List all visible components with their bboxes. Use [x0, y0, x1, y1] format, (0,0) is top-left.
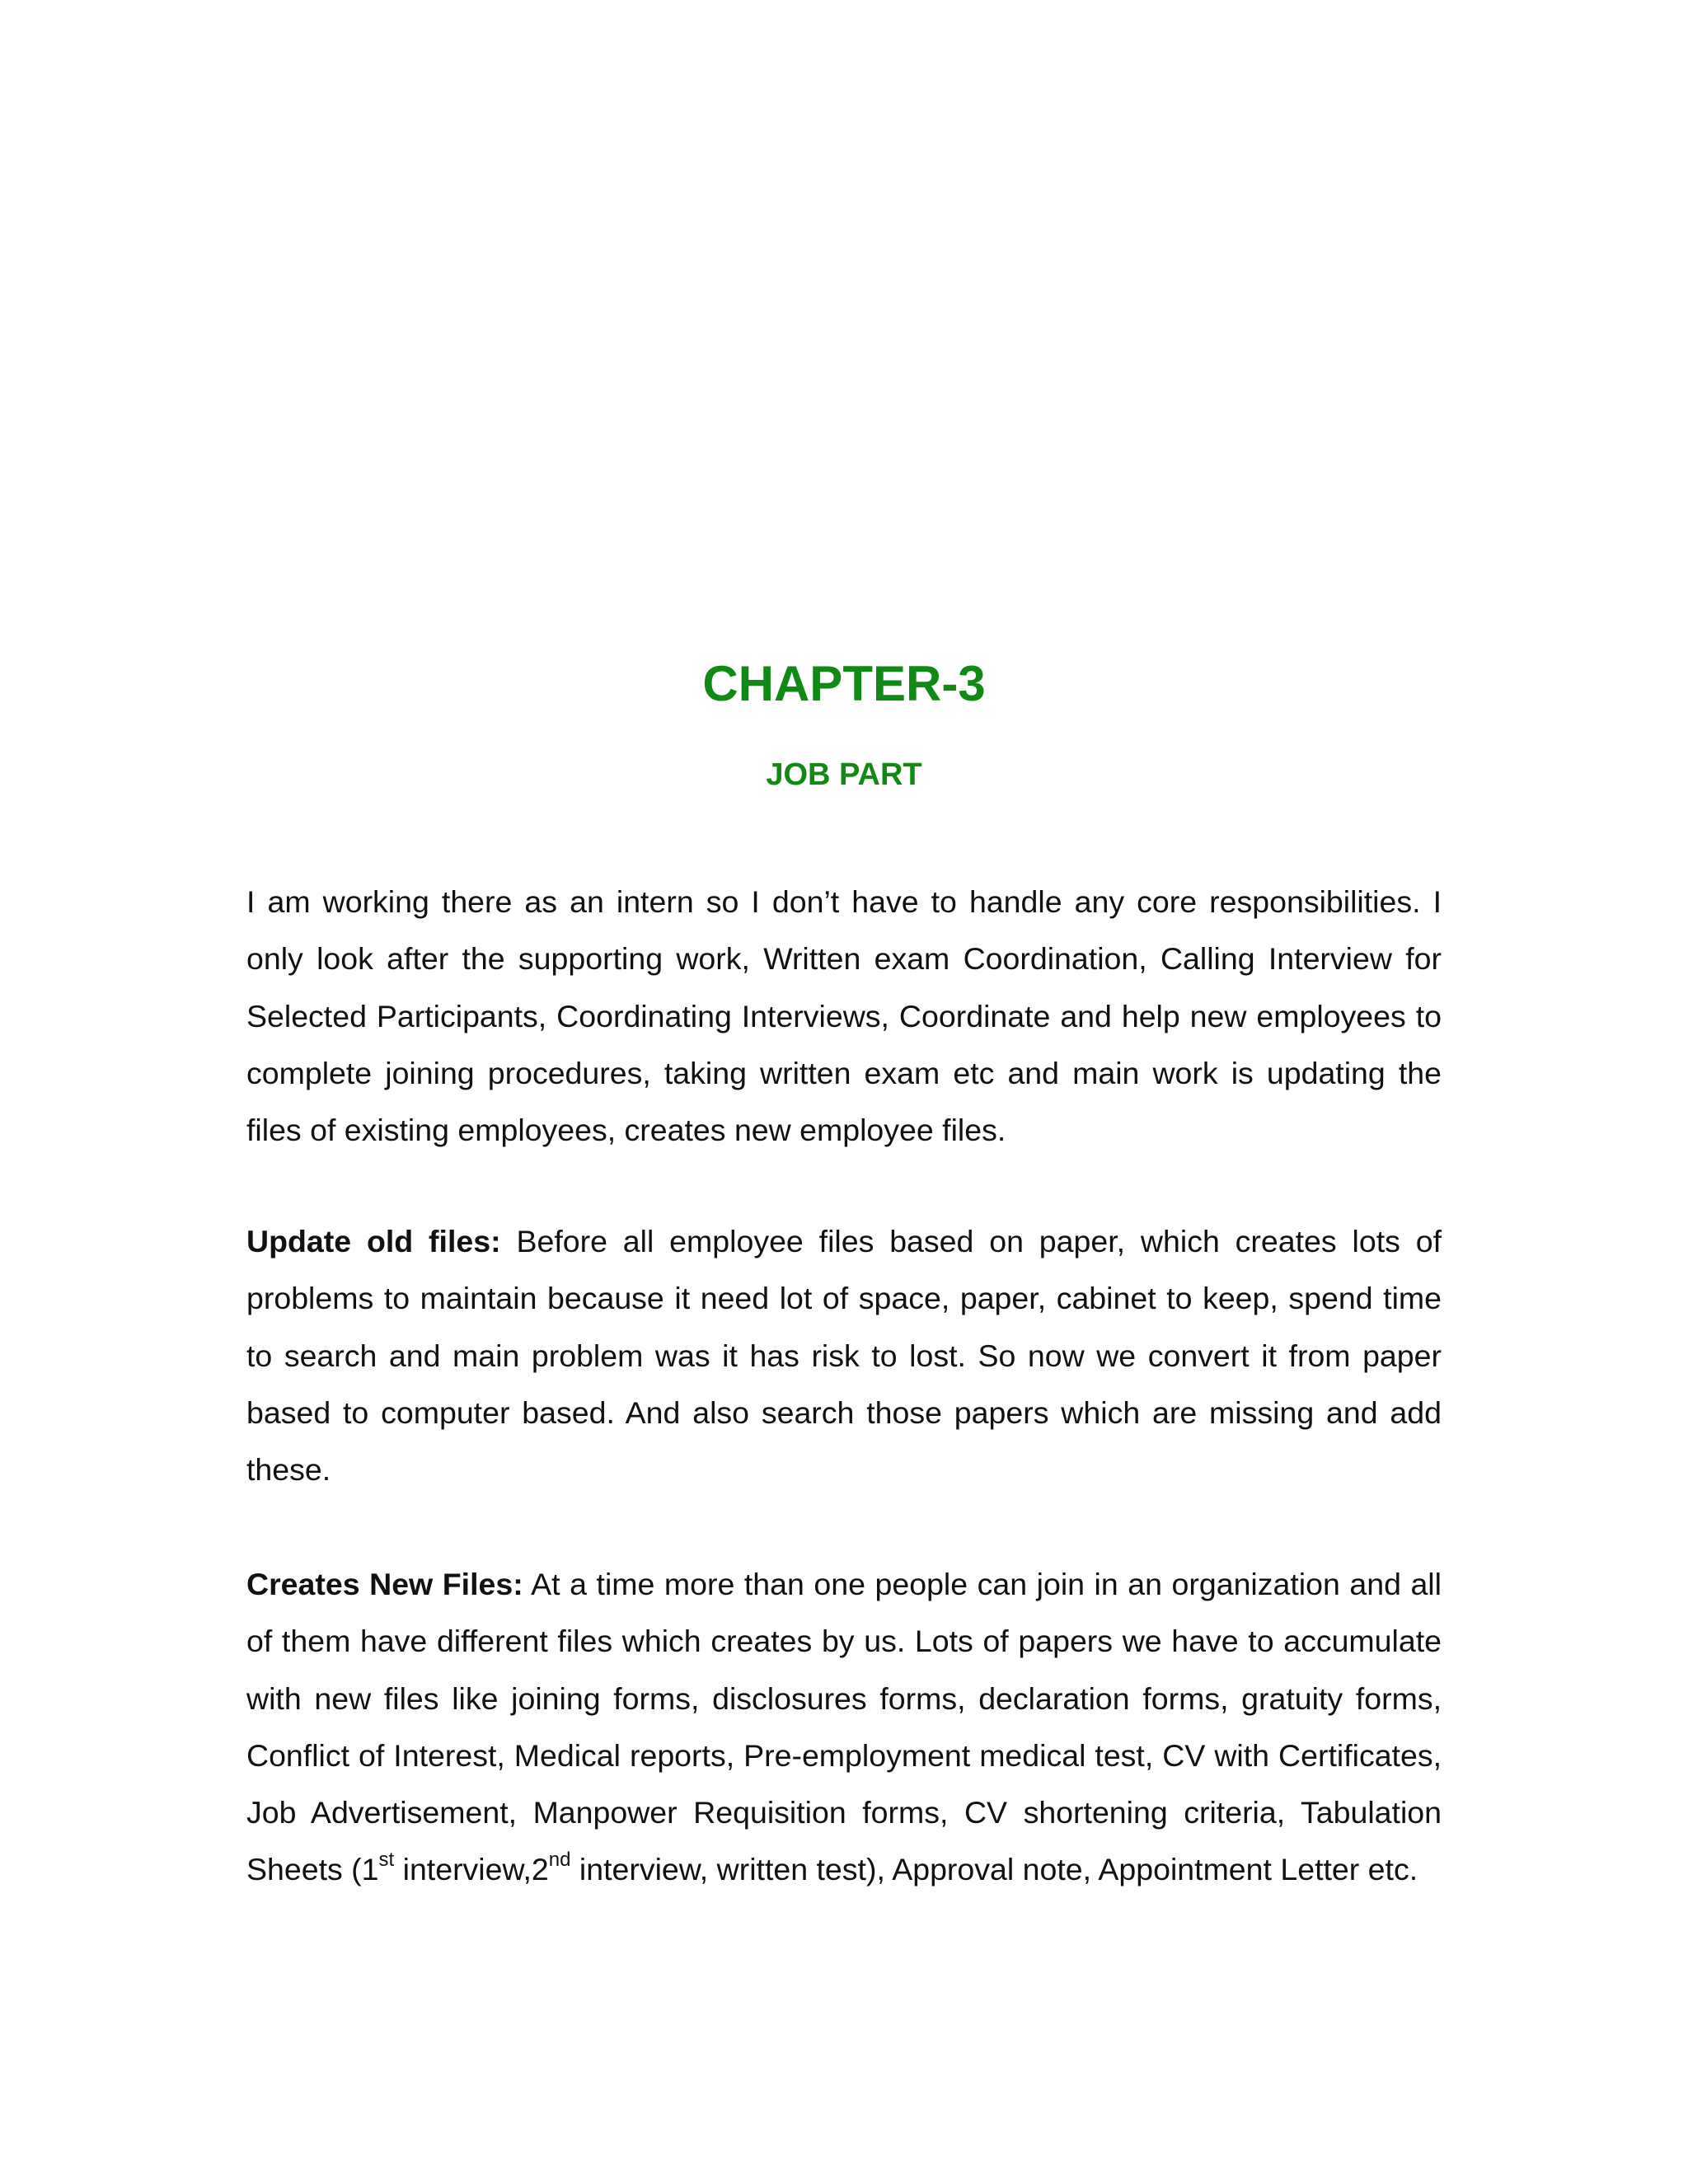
create-files-paragraph — [246, 1556, 1442, 1899]
create-files-text-3: interview, written test), Approval note, Appointment Letter etc. — [570, 1852, 1418, 1887]
intro-paragraph: I am working there as an intern so I don’t have to handle any core responsibilities. I only look after the supporting work, Written exam Coordination, Calling Interview for Selected Participants, Coordinating Interviews, Coordinate and help new employees to complete joining procedures, taking written exam etc and main work is updating the files of existing employees, creates new employee files. — [246, 884, 1442, 1148]
update-files-text: Before all employee files based on paper, which creates lots of problems to maintain because it need lot of space, paper, cabinet to keep, spend time to search and main problem was it has risk to lost. So now we convert it from paper based to computer based. And also search those papers which are missing and add these. — [246, 1224, 1442, 1488]
create-files-heading: Creates New Files: — [246, 1567, 523, 1601]
create-files-text-2: interview,2 — [394, 1852, 549, 1887]
chapter-subtitle: JOB PART — [766, 757, 922, 792]
update-files-heading: Update old files: — [246, 1224, 501, 1258]
update-files-paragraph — [246, 1213, 1442, 1498]
superscript-first: st — [378, 1848, 395, 1871]
create-files-text-1: At a time more than one people can join in an organization and all of them have different files which creates by us. Lots of papers we have to accumulate with new files like joining forms, disclosures forms, declaration forms, gratuity forms, Conflict of Interest, Medical reports, Pre-employment medical test, CV with Certificates, Job Advertisement, Manpower Requisition forms, CV shortening criteria, Tabulation Sheets (1 — [246, 1567, 1442, 1887]
chapter-title: CHAPTER-3 — [702, 656, 986, 711]
superscript-second: nd — [548, 1848, 571, 1871]
